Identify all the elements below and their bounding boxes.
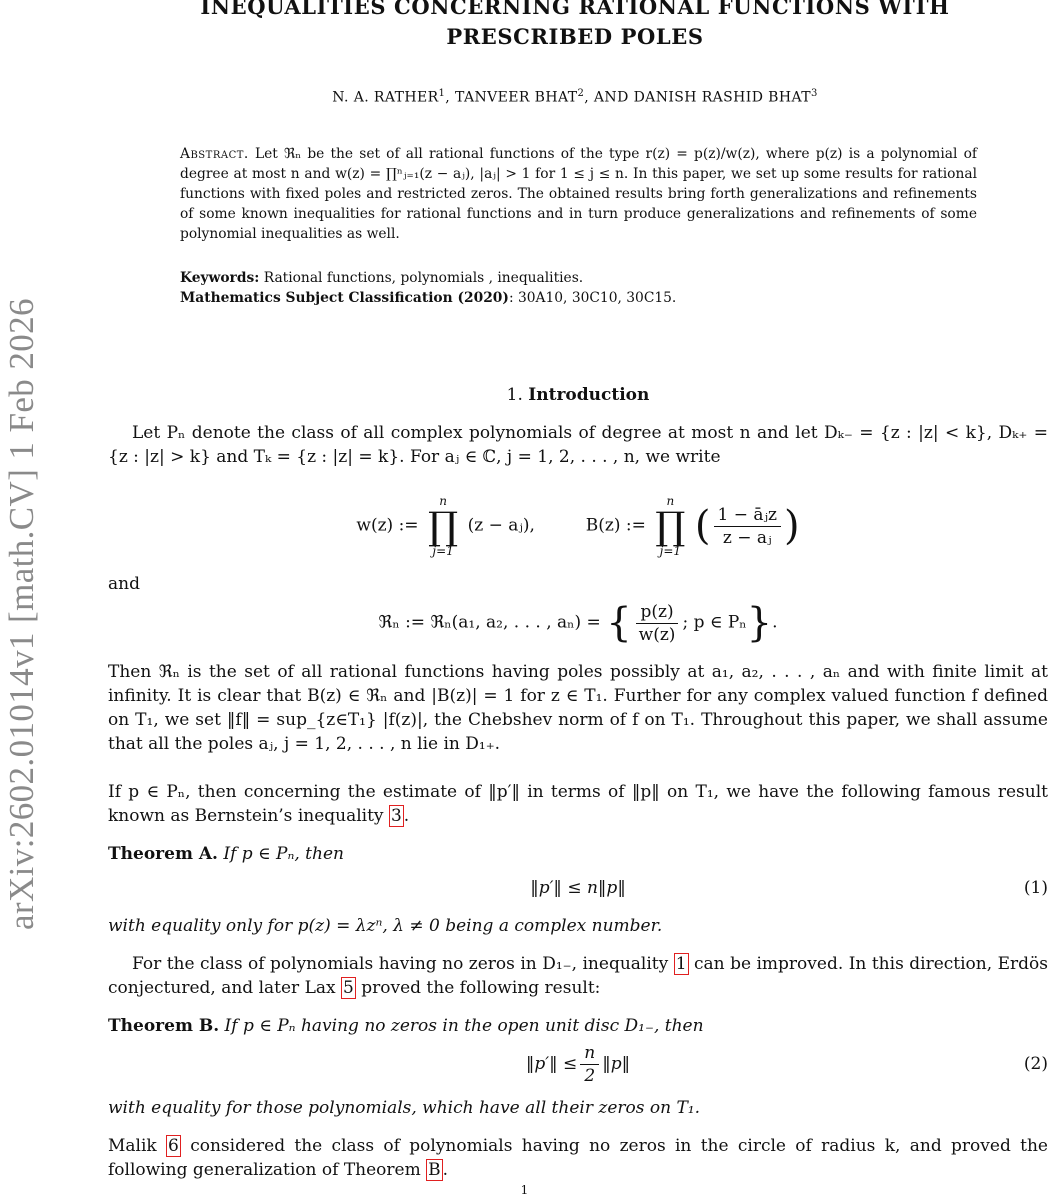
eq-B-numerator: 1 − āⱼz — [714, 504, 781, 527]
right-paren: ) — [783, 503, 800, 549]
paragraph-5-text-a: Malik — [108, 1136, 167, 1156]
msc-label: Mathematics Subject Classification (2020) — [180, 290, 509, 306]
keywords-text: Rational functions, polynomials , inequalities. — [263, 270, 584, 286]
paragraph-4-text-b: can be improved. In this direction, Erdös conjectured, and later Lax — [108, 954, 1048, 998]
equation-2 — [108, 1042, 1048, 1087]
equation-2-fraction — [580, 1042, 599, 1087]
abstract-label: Abstract. — [180, 146, 249, 162]
equation-2-lhs: ‖p′‖ ≤ — [525, 1054, 578, 1074]
eq-R-tail: ; p ∈ Pₙ — [682, 612, 747, 633]
product-operator-2 — [655, 494, 685, 558]
left-brace: { — [606, 600, 632, 646]
theorem-a-label: Theorem A. — [108, 844, 218, 864]
msc-text: : 30A10, 30C10, 30C15. — [508, 290, 677, 306]
author-3-affil: 3 — [810, 88, 818, 99]
author-separator: , AND — [584, 89, 634, 106]
section-number: 1. — [506, 385, 523, 405]
paragraph-4-text-a: For the class of polynomials having no zeros in D₁₋, inequality — [132, 954, 674, 974]
equation-2-rhs: ‖p‖ — [602, 1054, 631, 1074]
eq-R-period: . — [772, 612, 778, 633]
intro-paragraph-3-end: . — [403, 806, 410, 826]
citation-link[interactable]: 6 — [168, 1136, 179, 1156]
citation-link[interactable]: 3 — [390, 806, 402, 826]
theorem-a-equality-text: with equality only for p(z) = λzⁿ, λ ≠ 0 being a complex number. — [108, 916, 663, 936]
section-heading — [108, 385, 1048, 405]
eq-R-numerator: p(z) — [636, 601, 677, 624]
equation-1-number: (1) — [1023, 878, 1048, 898]
keywords-block — [180, 268, 977, 308]
and-word: and — [108, 574, 140, 594]
eq-R-fraction — [635, 601, 680, 646]
eq-B-lhs: B(z) := — [585, 515, 646, 536]
equation-2-denominator: 2 — [584, 1066, 596, 1086]
abstract — [180, 144, 977, 244]
abstract-text: Let ℜₙ be the set of all rational functions of the type r(z) = p(z)/w(z), where p(z) is a polynomial of degree at most n and w(z) = ∏ⁿⱼ₌₁(z − aⱼ), |aⱼ| > 1 for 1 ≤ j ≤ n. In this paper, we set up some results for rational functions with fixed poles and restricted zeros. The obtained results bring forth generalizations and refinements of some known inequalities for rational functions and in turn produce generalizations and refinements of some polynomial inequalities as well. — [180, 146, 977, 242]
author-2: TANVEER BHAT — [454, 89, 578, 106]
author-separator: , — [445, 89, 455, 106]
product-upper-limit: n — [439, 494, 447, 508]
eq-w-lhs: w(z) := — [356, 515, 419, 536]
equation-1-body: ‖p′‖ ≤ n‖p‖ — [530, 878, 626, 898]
paragraph-4-text-c: proved the following result: — [355, 978, 601, 998]
arxiv-identifier: arXiv:2602.01014v1 [math.CV] 1 Feb 2026 — [2, 298, 41, 930]
section-title: Introduction — [528, 385, 650, 405]
product-lower-limit: j=1 — [659, 544, 682, 558]
equation-2-numerator: n — [580, 1042, 599, 1065]
eq-R-denominator: w(z) — [638, 624, 676, 645]
theorem-b-equality-text: with equality for those polynomials, which have all their zeros on T₁. — [108, 1098, 701, 1118]
theorem-b-equality — [108, 1096, 1048, 1120]
theorem-a-statement: If p ∈ Pₙ, then — [223, 844, 344, 864]
intro-paragraph-2: Then ℜₙ is the set of all rational functions having poles possibly at a₁, a₂, . . . , aₙ and with finite limit at infinity. It is clear that B(z) ∈ ℜₙ and |B(z)| = 1 for z ∈ T₁. Further for any complex valued function f defined on T₁, we set ‖f‖ = sup_{z∈T₁} |f(z)|, the Chebshev norm of f on T₁. Throughout this paper, we shall assume that all the poles aⱼ, j = 1, 2, . . . , n lie in D₁₊. — [108, 662, 1048, 754]
author-1: N. A. RATHER — [332, 89, 439, 106]
page-number: 1 — [520, 1183, 529, 1197]
left-paren: ( — [694, 503, 711, 549]
paragraph-5-end: . — [442, 1160, 449, 1180]
paper-title: INEQUALITIES CONCERNING RATIONAL FUNCTIONS WITH PRESCRIBED POLES — [200, 0, 950, 49]
author-list — [120, 88, 1030, 106]
theorem-b-statement: If p ∈ Pₙ having no zeros in the open unit disc D₁₋, then — [224, 1016, 704, 1036]
product-symbol: ∏ — [427, 504, 459, 548]
eq-B-fraction — [714, 504, 781, 549]
product-operator — [428, 494, 458, 558]
intro-paragraph-3 — [108, 780, 1048, 828]
right-brace: } — [746, 600, 773, 646]
eq-R-lhs: ℜₙ := ℜₙ(a₁, a₂, . . . , aₙ) = — [378, 612, 601, 633]
author-3: DANISH RASHID BHAT — [633, 89, 811, 106]
keywords-label: Keywords: — [180, 270, 260, 286]
product-symbol: ∏ — [655, 504, 686, 548]
product-upper-limit: n — [666, 494, 675, 508]
paragraph-4 — [108, 952, 1048, 1000]
theorem-b — [108, 1014, 1048, 1038]
theorem-a-equality — [108, 914, 1048, 938]
equation-ref-link[interactable]: 1 — [675, 954, 687, 974]
eq-B-denominator: z − aⱼ — [722, 527, 772, 548]
citation-link[interactable]: 5 — [343, 978, 354, 998]
eq-w-body: (z − aⱼ), — [467, 515, 535, 536]
equation-R — [108, 600, 1048, 646]
equation-w-B — [108, 494, 1048, 558]
paragraph-5-text-b: considered the class of polynomials having no zeros in the circle of radius k, and proved the following generalization of Theorem — [108, 1136, 1048, 1180]
intro-paragraph-3-text: If p ∈ Pₙ, then concerning the estimate of ‖p′‖ in terms of ‖p‖ on T₁, we have the following famous result known as Bernstein’s inequality — [108, 782, 1048, 826]
equation-2-number: (2) — [1023, 1054, 1048, 1074]
theorem-a — [108, 842, 1048, 866]
author-2-affil: 2 — [577, 88, 585, 99]
paragraph-5 — [108, 1134, 1048, 1182]
equation-1 — [108, 878, 1048, 898]
intro-paragraph-1: Let Pₙ denote the class of all complex polynomials of degree at most n and let Dₖ₋ = {z : |z| < k}, Dₖ₊ = {z : |z| > k} and Tₖ = {z : |z| = k}. For aⱼ ∈ ℂ, j = 1, 2, . . . , n, we write — [108, 423, 1048, 467]
theorem-ref-link[interactable]: B — [428, 1160, 441, 1180]
theorem-b-label: Theorem B. — [108, 1016, 220, 1036]
product-lower-limit: j=1 — [432, 544, 454, 558]
author-1-affil: 1 — [438, 88, 446, 99]
